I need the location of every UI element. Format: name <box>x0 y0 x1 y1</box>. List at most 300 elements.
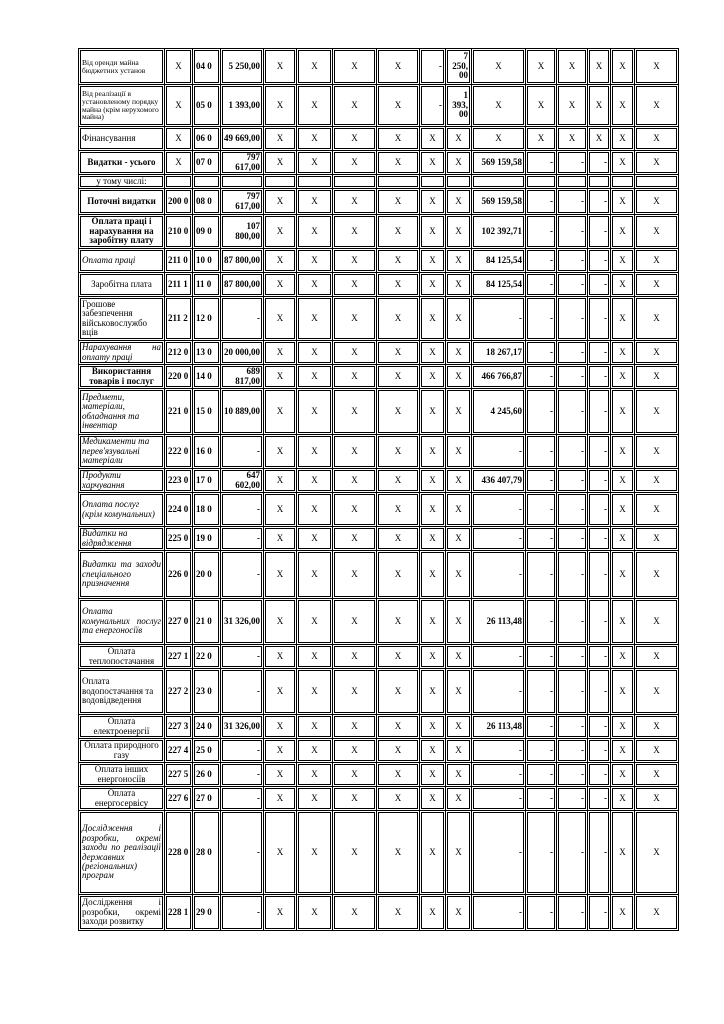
value-cell: 466 766,87 <box>472 365 526 389</box>
value-cell: X <box>377 189 420 215</box>
value-cell: X <box>588 127 611 151</box>
value-cell: X <box>264 669 297 715</box>
value-cell: X <box>446 435 472 469</box>
table-row <box>79 715 679 739</box>
value-cell: X <box>446 645 472 669</box>
value-cell: X <box>420 895 446 931</box>
value-cell: - <box>588 389 611 435</box>
value-cell: X <box>420 127 446 151</box>
value-cell: X <box>557 127 588 151</box>
row-code-cell: 23 0 <box>193 669 221 715</box>
row-item-name: Оплата теплопостачання <box>79 645 165 669</box>
value-cell: - <box>588 493 611 527</box>
value-cell: X <box>635 787 679 811</box>
value-cell: X <box>420 493 446 527</box>
row-code-cell: 27 0 <box>193 787 221 811</box>
table-row <box>79 215 679 249</box>
value-cell: X <box>420 469 446 493</box>
value-cell: X <box>420 249 446 273</box>
value-cell: X <box>446 341 472 365</box>
value-cell: - <box>557 895 588 931</box>
value-cell: X <box>526 85 557 127</box>
value-cell: X <box>333 787 377 811</box>
value-cell: X <box>333 297 377 341</box>
value-cell: X <box>333 341 377 365</box>
value-cell: - <box>526 493 557 527</box>
table-row <box>79 49 679 85</box>
value-cell: X <box>635 49 679 85</box>
value-cell: - <box>526 249 557 273</box>
value-cell: X <box>635 435 679 469</box>
value-cell: X <box>377 49 420 85</box>
value-cell <box>472 175 526 189</box>
kek-code-cell: X <box>165 85 193 127</box>
value-cell: X <box>588 49 611 85</box>
value-cell: X <box>611 645 635 669</box>
value-cell: X <box>611 527 635 551</box>
value-cell: - <box>557 273 588 297</box>
value-cell: - <box>472 493 526 527</box>
value-cell: X <box>420 599 446 645</box>
value-cell: X <box>297 341 333 365</box>
value-cell: - <box>221 895 264 931</box>
value-cell: 84 125,54 <box>472 273 526 297</box>
value-cell: 18 267,17 <box>472 341 526 365</box>
value-cell: X <box>611 551 635 599</box>
value-cell: X <box>333 85 377 127</box>
value-cell: X <box>420 341 446 365</box>
row-code-cell: 17 0 <box>193 469 221 493</box>
row-code-cell: 19 0 <box>193 527 221 551</box>
value-cell: X <box>635 469 679 493</box>
value-cell: X <box>446 763 472 787</box>
value-cell: - <box>557 189 588 215</box>
table-row <box>79 85 679 127</box>
table-row <box>79 341 679 365</box>
row-code-cell: 21 0 <box>193 599 221 645</box>
value-cell: - <box>557 551 588 599</box>
value-cell: 10 889,00 <box>221 389 264 435</box>
row-code-cell: 04 0 <box>193 49 221 85</box>
table-row <box>79 739 679 763</box>
value-cell: X <box>377 215 420 249</box>
value-cell: 1 393, 00 <box>446 85 472 127</box>
value-cell: X <box>297 493 333 527</box>
row-item-name: Оплата природного газу <box>79 739 165 763</box>
value-cell: - <box>420 85 446 127</box>
value-cell: X <box>446 273 472 297</box>
value-cell: X <box>611 297 635 341</box>
value-cell: - <box>557 435 588 469</box>
value-cell: - <box>221 787 264 811</box>
value-cell: X <box>333 49 377 85</box>
value-cell: - <box>557 215 588 249</box>
value-cell: X <box>420 435 446 469</box>
row-code-cell: 11 0 <box>193 273 221 297</box>
row-item-name: Оплата праці <box>79 249 165 273</box>
value-cell: X <box>611 215 635 249</box>
value-cell: X <box>377 469 420 493</box>
value-cell: X <box>420 389 446 435</box>
value-cell: - <box>557 389 588 435</box>
value-cell: X <box>611 341 635 365</box>
value-cell: X <box>420 739 446 763</box>
value-cell: X <box>297 599 333 645</box>
value-cell: - <box>557 763 588 787</box>
value-cell: - <box>588 297 611 341</box>
value-cell: X <box>297 551 333 599</box>
table-row <box>79 787 679 811</box>
value-cell: 797 617,00 <box>221 151 264 175</box>
value-cell: X <box>297 189 333 215</box>
value-cell: - <box>557 669 588 715</box>
value-cell: X <box>297 85 333 127</box>
value-cell: X <box>333 763 377 787</box>
value-cell: X <box>333 151 377 175</box>
value-cell: 87 800,00 <box>221 249 264 273</box>
value-cell: X <box>297 469 333 493</box>
table-row <box>79 365 679 389</box>
value-cell: X <box>611 895 635 931</box>
row-item-name: Медикаменти та перев'язувальні матеріали <box>79 435 165 469</box>
value-cell: X <box>446 787 472 811</box>
value-cell: X <box>333 389 377 435</box>
value-cell: X <box>333 469 377 493</box>
value-cell: X <box>297 151 333 175</box>
value-cell: 647 602,00 <box>221 469 264 493</box>
value-cell: X <box>264 469 297 493</box>
value-cell: - <box>557 599 588 645</box>
value-cell: X <box>264 715 297 739</box>
kek-code-cell: 228 1 <box>165 895 193 931</box>
value-cell: - <box>526 389 557 435</box>
value-cell: X <box>297 895 333 931</box>
value-cell: - <box>588 435 611 469</box>
value-cell: X <box>264 527 297 551</box>
value-cell: X <box>420 645 446 669</box>
table-row <box>79 493 679 527</box>
value-cell <box>221 175 264 189</box>
value-cell: - <box>588 551 611 599</box>
value-cell: X <box>377 435 420 469</box>
value-cell: - <box>221 763 264 787</box>
table-row <box>79 151 679 175</box>
kek-code-cell: 227 6 <box>165 787 193 811</box>
value-cell: X <box>635 249 679 273</box>
value-cell: X <box>611 435 635 469</box>
value-cell <box>635 175 679 189</box>
value-cell: X <box>264 435 297 469</box>
value-cell: X <box>611 763 635 787</box>
value-cell: X <box>333 739 377 763</box>
value-cell: X <box>420 527 446 551</box>
value-cell: X <box>264 811 297 895</box>
value-cell: X <box>377 599 420 645</box>
value-cell: - <box>557 297 588 341</box>
value-cell: X <box>635 215 679 249</box>
row-item-name: Оплата послуг (крім комунальних) <box>79 493 165 527</box>
value-cell: - <box>557 739 588 763</box>
value-cell: X <box>611 811 635 895</box>
kek-code-cell: 226 0 <box>165 551 193 599</box>
value-cell: X <box>377 895 420 931</box>
value-cell: - <box>588 273 611 297</box>
value-cell: X <box>377 811 420 895</box>
table-row <box>79 645 679 669</box>
value-cell: X <box>420 715 446 739</box>
value-cell: - <box>472 895 526 931</box>
table-row <box>79 273 679 297</box>
row-item-name: Оплата електроенергії <box>79 715 165 739</box>
value-cell: X <box>377 645 420 669</box>
value-cell: - <box>221 297 264 341</box>
value-cell: X <box>472 127 526 151</box>
row-code-cell: 10 0 <box>193 249 221 273</box>
value-cell: - <box>557 645 588 669</box>
value-cell: X <box>446 389 472 435</box>
value-cell: - <box>588 895 611 931</box>
value-cell: X <box>635 763 679 787</box>
value-cell: - <box>526 297 557 341</box>
row-code-cell: 13 0 <box>193 341 221 365</box>
value-cell: X <box>264 739 297 763</box>
value-cell: X <box>446 493 472 527</box>
value-cell: X <box>333 215 377 249</box>
value-cell: X <box>297 669 333 715</box>
value-cell <box>526 175 557 189</box>
value-cell: X <box>264 297 297 341</box>
row-item-name: Оплата енергосервісу <box>79 787 165 811</box>
value-cell: X <box>446 895 472 931</box>
value-cell: X <box>557 49 588 85</box>
value-cell: X <box>377 297 420 341</box>
value-cell: 797 617,00 <box>221 189 264 215</box>
value-cell: - <box>221 739 264 763</box>
value-cell: X <box>611 365 635 389</box>
row-code-cell: 29 0 <box>193 895 221 931</box>
value-cell: - <box>588 811 611 895</box>
value-cell: X <box>333 493 377 527</box>
value-cell: X <box>377 249 420 273</box>
row-item-name: Предмети, матеріали, обладнання та інвентар <box>79 389 165 435</box>
value-cell: X <box>557 85 588 127</box>
value-cell: X <box>446 215 472 249</box>
value-cell: X <box>420 365 446 389</box>
value-cell: X <box>297 527 333 551</box>
row-item-name: Оплата комунальних послуг та енергоносіїв <box>79 599 165 645</box>
value-cell: 7 250, 00 <box>446 49 472 85</box>
kek-code-cell: 210 0 <box>165 215 193 249</box>
row-code-cell <box>193 175 221 189</box>
value-cell: X <box>333 599 377 645</box>
value-cell: - <box>588 189 611 215</box>
value-cell <box>333 175 377 189</box>
table-row <box>79 811 679 895</box>
kek-code-cell: 224 0 <box>165 493 193 527</box>
table-row <box>79 599 679 645</box>
value-cell: X <box>635 599 679 645</box>
value-cell: - <box>526 763 557 787</box>
value-cell: X <box>264 493 297 527</box>
value-cell: - <box>526 599 557 645</box>
row-code-cell: 22 0 <box>193 645 221 669</box>
value-cell: X <box>420 215 446 249</box>
value-cell: X <box>420 811 446 895</box>
value-cell: - <box>588 715 611 739</box>
value-cell: X <box>377 127 420 151</box>
value-cell <box>557 175 588 189</box>
value-cell: X <box>611 469 635 493</box>
value-cell: - <box>472 551 526 599</box>
value-cell: X <box>333 273 377 297</box>
value-cell: 569 159,58 <box>472 189 526 215</box>
value-cell: X <box>333 189 377 215</box>
kek-code-cell: 211 1 <box>165 273 193 297</box>
value-cell: X <box>377 151 420 175</box>
value-cell: X <box>264 151 297 175</box>
row-code-cell: 25 0 <box>193 739 221 763</box>
value-cell: - <box>526 365 557 389</box>
value-cell: - <box>420 49 446 85</box>
value-cell: - <box>557 151 588 175</box>
value-cell <box>297 175 333 189</box>
value-cell: - <box>588 739 611 763</box>
value-cell: X <box>611 493 635 527</box>
value-cell: X <box>611 127 635 151</box>
value-cell: X <box>611 739 635 763</box>
value-cell: X <box>420 763 446 787</box>
value-cell: X <box>635 739 679 763</box>
value-cell: X <box>297 365 333 389</box>
kek-code-cell: 223 0 <box>165 469 193 493</box>
value-cell: X <box>297 811 333 895</box>
value-cell: X <box>611 249 635 273</box>
value-cell: X <box>377 551 420 599</box>
value-cell: X <box>635 297 679 341</box>
row-item-name: Від реалізації в установленому порядку майна (крім нерухомого майна) <box>79 85 165 127</box>
value-cell: X <box>377 527 420 551</box>
value-cell: X <box>377 669 420 715</box>
value-cell: X <box>611 787 635 811</box>
row-item-name: Фінансування <box>79 127 165 151</box>
row-code-cell: 07 0 <box>193 151 221 175</box>
value-cell: X <box>377 739 420 763</box>
row-code-cell: 20 0 <box>193 551 221 599</box>
value-cell: X <box>611 189 635 215</box>
kek-code-cell: X <box>165 49 193 85</box>
value-cell: - <box>221 645 264 669</box>
value-cell: 569 159,58 <box>472 151 526 175</box>
value-cell: X <box>635 527 679 551</box>
row-item-name: Заробітна плата <box>79 273 165 297</box>
value-cell: X <box>635 85 679 127</box>
value-cell: - <box>557 787 588 811</box>
value-cell: - <box>526 435 557 469</box>
value-cell: X <box>611 273 635 297</box>
value-cell: - <box>526 341 557 365</box>
value-cell: X <box>297 435 333 469</box>
value-cell: X <box>333 365 377 389</box>
value-cell: 436 407,79 <box>472 469 526 493</box>
value-cell: X <box>611 151 635 175</box>
value-cell: X <box>420 189 446 215</box>
value-cell: - <box>557 527 588 551</box>
value-cell: X <box>611 85 635 127</box>
value-cell: X <box>377 341 420 365</box>
value-cell: - <box>588 215 611 249</box>
value-cell: X <box>446 599 472 645</box>
value-cell: X <box>635 895 679 931</box>
value-cell: X <box>635 669 679 715</box>
value-cell: X <box>446 365 472 389</box>
value-cell: X <box>472 49 526 85</box>
value-cell: X <box>333 249 377 273</box>
table-row <box>79 175 679 189</box>
value-cell: X <box>377 787 420 811</box>
value-cell: X <box>446 811 472 895</box>
row-item-name: Видатки - усього <box>79 151 165 175</box>
value-cell: X <box>264 215 297 249</box>
value-cell <box>420 175 446 189</box>
value-cell: X <box>446 551 472 599</box>
row-item-name: Оплата праці і нарахування на заробітну плату <box>79 215 165 249</box>
kek-code-cell: 227 1 <box>165 645 193 669</box>
value-cell: - <box>588 787 611 811</box>
value-cell: - <box>557 469 588 493</box>
value-cell: - <box>588 151 611 175</box>
value-cell: X <box>377 85 420 127</box>
value-cell: - <box>472 669 526 715</box>
value-cell: X <box>635 365 679 389</box>
value-cell: - <box>221 527 264 551</box>
value-cell: - <box>472 763 526 787</box>
value-cell: - <box>557 811 588 895</box>
value-cell: - <box>557 365 588 389</box>
value-cell: - <box>588 469 611 493</box>
value-cell: X <box>297 249 333 273</box>
value-cell <box>588 175 611 189</box>
table-row <box>79 551 679 599</box>
row-code-cell: 06 0 <box>193 127 221 151</box>
value-cell: X <box>635 389 679 435</box>
value-cell: X <box>446 669 472 715</box>
value-cell: X <box>611 389 635 435</box>
value-cell: - <box>472 527 526 551</box>
value-cell: - <box>588 341 611 365</box>
table-row <box>79 435 679 469</box>
kek-code-cell <box>165 175 193 189</box>
table-row <box>79 127 679 151</box>
row-code-cell: 09 0 <box>193 215 221 249</box>
value-cell: - <box>472 739 526 763</box>
value-cell: X <box>297 215 333 249</box>
table-row <box>79 527 679 551</box>
value-cell: X <box>264 249 297 273</box>
kek-code-cell: 225 0 <box>165 527 193 551</box>
value-cell: - <box>526 469 557 493</box>
value-cell: X <box>264 49 297 85</box>
value-cell: 689 817,00 <box>221 365 264 389</box>
kek-code-cell: 221 0 <box>165 389 193 435</box>
value-cell: X <box>420 669 446 715</box>
value-cell: - <box>221 435 264 469</box>
value-cell: X <box>635 551 679 599</box>
value-cell: X <box>333 895 377 931</box>
row-item-name: Оплата інших енергоносіїв <box>79 763 165 787</box>
value-cell: - <box>472 435 526 469</box>
value-cell: - <box>221 551 264 599</box>
value-cell: X <box>635 493 679 527</box>
